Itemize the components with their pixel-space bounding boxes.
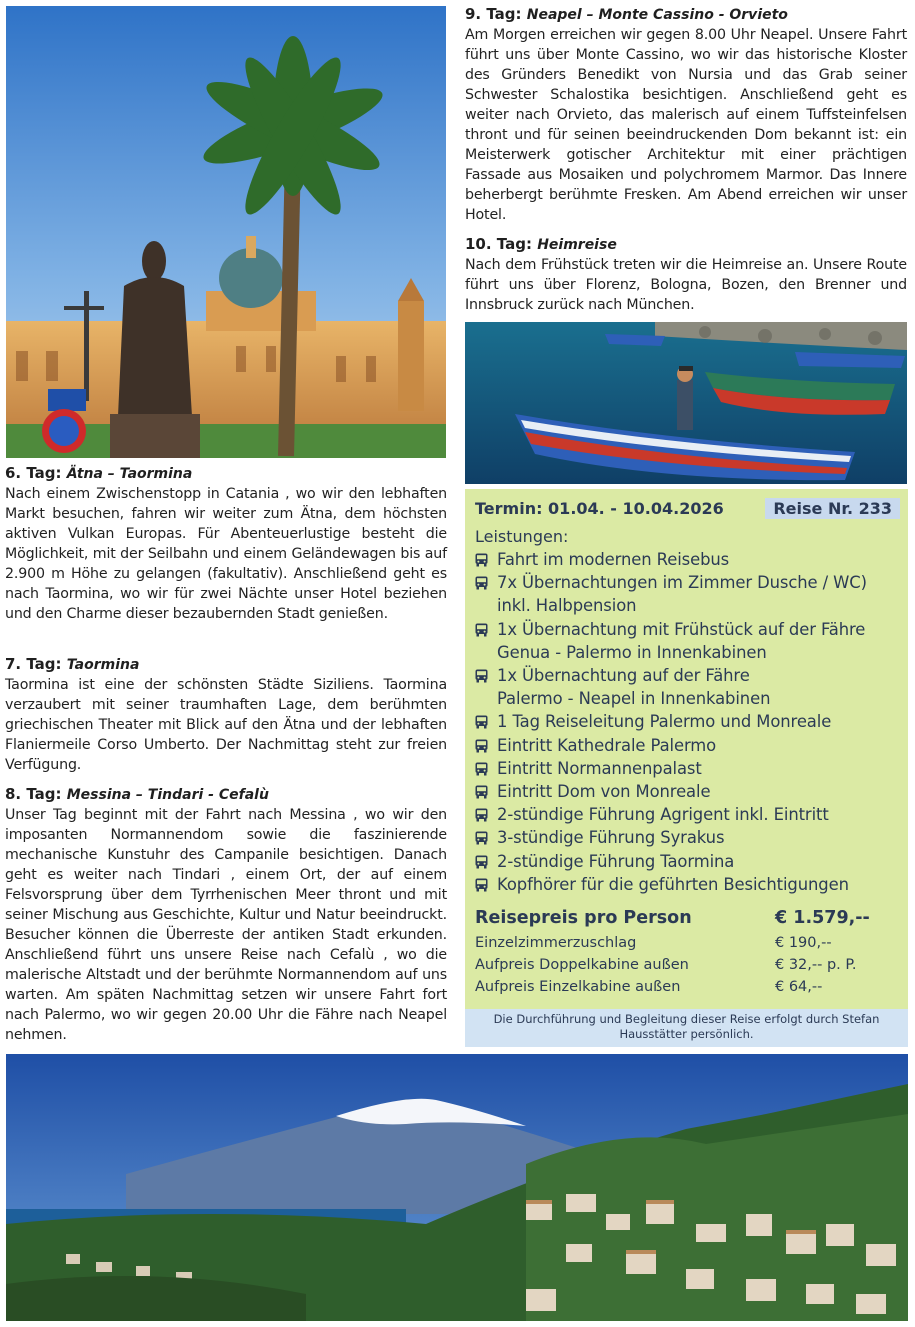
day6-title: 6. Tag: Ätna – Taormina <box>5 464 193 482</box>
tour-number-badge: Reise Nr. 233 <box>765 498 900 519</box>
service-item-label: Fahrt im modernen Reisebus <box>497 550 730 569</box>
extra-label-single-cabin: Aufpreis Einzelkabine außen <box>475 979 681 995</box>
extra-value-single-cabin: € 64,-- <box>775 979 823 995</box>
day8-title: 8. Tag: Messina – Tindari - Cefalù <box>5 785 269 803</box>
bus-icon <box>475 734 497 757</box>
photo-taormina-etna <box>6 1054 908 1321</box>
service-item-label: 1 Tag Reiseleitung Palermo und Monreale <box>497 712 832 732</box>
service-item-label: 1x Übernachtung auf der Fähre <box>497 666 750 686</box>
service-item <box>475 641 905 664</box>
day7-text: Taormina ist eine der schönsten Städte Siziliens. Taormina verzaubert mit seiner traumhaften Lage, dem berühmten griechischen Theater mit Blick auf den Ätna und der lebhaften Flaniermeile Corso Umberto. Der Nachmittag steht zur freien Verfügung. <box>5 677 447 773</box>
service-item-label: 3-stündige Führung Syrakus <box>497 828 725 848</box>
day9-text: Am Morgen erreichen wir gegen 8.00 Uhr Neapel. Unsere Fahrt führt uns über Monte Cassino, wo wir das historische Kloster des Gründers Benedikt von Nursia und das Grab seiner Schwester Schalostika besichtigen. Anschließend geht es weiter nach Orvieto, das malerisch auf einem Tuffsteinfelsen thront und für seinen beeindruckenden Dom bekannt ist: ein Meisterwerk gotischer Architektur mit einer prächtigen Fassade aus Mosaiken und polychromem Marmor. Das Innere beherbergt berühmte Fresken. Am Abend erreichen wir unser Hotel. <box>465 27 907 223</box>
bus-icon <box>475 710 497 733</box>
day10-block <box>465 234 907 315</box>
service-item <box>475 803 905 826</box>
service-item-label: 1x Übernachtung mit Frühstück auf der Fähre <box>497 619 866 639</box>
day6-block <box>5 463 447 624</box>
extra-label-double-cabin: Aufpreis Doppelkabine außen <box>475 957 689 973</box>
day7-title: 7. Tag: Taormina <box>5 655 140 673</box>
service-item <box>475 757 905 780</box>
service-item <box>475 873 905 896</box>
day9-block <box>465 4 907 225</box>
service-item-label: Genua - Palermo in Innenkabinen <box>497 642 767 662</box>
service-item <box>475 710 905 733</box>
service-item <box>475 594 905 617</box>
day7-block <box>5 654 447 775</box>
service-item-label: Kopfhörer für die geführten Besichtigungen <box>497 874 849 894</box>
day8-block <box>5 784 447 1045</box>
day10-text: Nach dem Frühstück treten wir die Heimreise an. Unsere Route führt uns über Florenz, Bologna, Bozen, den Brenner und Innsbruck zurück nach München. <box>465 257 907 313</box>
price-value: € 1.579,-- <box>775 908 870 928</box>
service-item <box>475 780 905 803</box>
service-item-label: Palermo - Neapel in Innenkabinen <box>497 689 771 709</box>
service-item <box>475 850 905 873</box>
service-item <box>475 618 905 641</box>
bus-icon <box>475 548 497 571</box>
tour-dates: Termin: 01.04. - 10.04.2026 <box>475 499 724 518</box>
guide-note: Die Durchführung und Begleitung dieser Reise erfolgt durch Stefan Hausstätter persönlich. <box>465 1009 908 1047</box>
services-heading: Leistungen: <box>475 527 569 546</box>
bus-icon <box>475 618 497 641</box>
service-item <box>475 664 905 687</box>
bus-icon <box>475 664 497 687</box>
services-list <box>475 548 905 896</box>
day8-text: Unser Tag beginnt mit der Fahrt nach Messina , wo wir den imposanten Normannendom sowie die faszinierende mechanische Kunstuhr des Campanile besichtigen. Danach geht es weiter nach Tindari , einem Ort, der auf einem Felsvorsprung über dem Tyrrhenischen Meer thront und mit seiner Mischung aus Geschichte, Kultur und Natur beeindruckt. Besucher können die Überreste der antiken Stadt erkunden. Anschließend führt uns unsere Reise nach Cefalù , wo die malerische Altstadt und der berühmte Normannendom auf uns warten. Am späten Nachmittag setzen wir unsere Fahrt fort nach Palermo, wo wir gegen 20.00 Uhr die Fähre nach Neapel nehmen. <box>5 807 447 1043</box>
day10-title: 10. Tag: Heimreise <box>465 235 617 253</box>
service-item-label: inkl. Halbpension <box>497 596 637 616</box>
service-item <box>475 826 905 849</box>
bus-icon <box>475 803 497 826</box>
day9-title: 9. Tag: Neapel – Monte Cassino - Orvieto <box>465 5 788 23</box>
tour-info-box <box>465 489 908 1047</box>
bus-icon <box>475 826 497 849</box>
service-item-label: 2-stündige Führung Taormina <box>497 851 735 871</box>
photo-palermo-cathedral <box>6 6 446 458</box>
service-item <box>475 734 905 757</box>
service-item-label: Eintritt Dom von Monreale <box>497 782 711 802</box>
bus-icon <box>475 757 497 780</box>
bus-icon <box>475 873 497 896</box>
extra-value-double-cabin: € 32,-- p. P. <box>775 957 857 973</box>
service-item <box>475 571 905 594</box>
extra-label-single-room: Einzelzimmerzuschlag <box>475 935 637 951</box>
service-item-label: 2-stündige Führung Agrigent inkl. Eintritt <box>497 805 829 825</box>
extra-value-single-room: € 190,-- <box>775 935 832 951</box>
bus-icon <box>475 850 497 873</box>
service-item <box>475 687 905 710</box>
photo-fishing-boats <box>465 322 907 484</box>
service-item-label: Eintritt Normannenpalast <box>497 758 702 778</box>
price-label: Reisepreis pro Person <box>475 908 692 928</box>
service-item-label: Eintritt Kathedrale Palermo <box>497 735 717 755</box>
bus-icon <box>475 780 497 803</box>
service-item <box>475 548 905 571</box>
day6-text: Nach einem Zwischenstopp in Catania , wo wir den lebhaften Markt besuchen, fahren wir weiter zum Ätna, dem höchsten aktiven Vulkan Europas. Für Abenteuerlustige besteht die Möglichkeit, mit der Seilbahn und einem Geländewagen bis auf 2.900 m Höhe zu gelangen (fakultativ). Anschließend geht es nach Taormina, wo wir für zwei Nächte unser Hotel beziehen und den Charme dieser bezaubernden Stadt genießen. <box>5 486 447 622</box>
service-item-label: 7x Übernachtungen im Zimmer Dusche / WC) <box>497 573 867 593</box>
bus-icon <box>475 571 497 594</box>
